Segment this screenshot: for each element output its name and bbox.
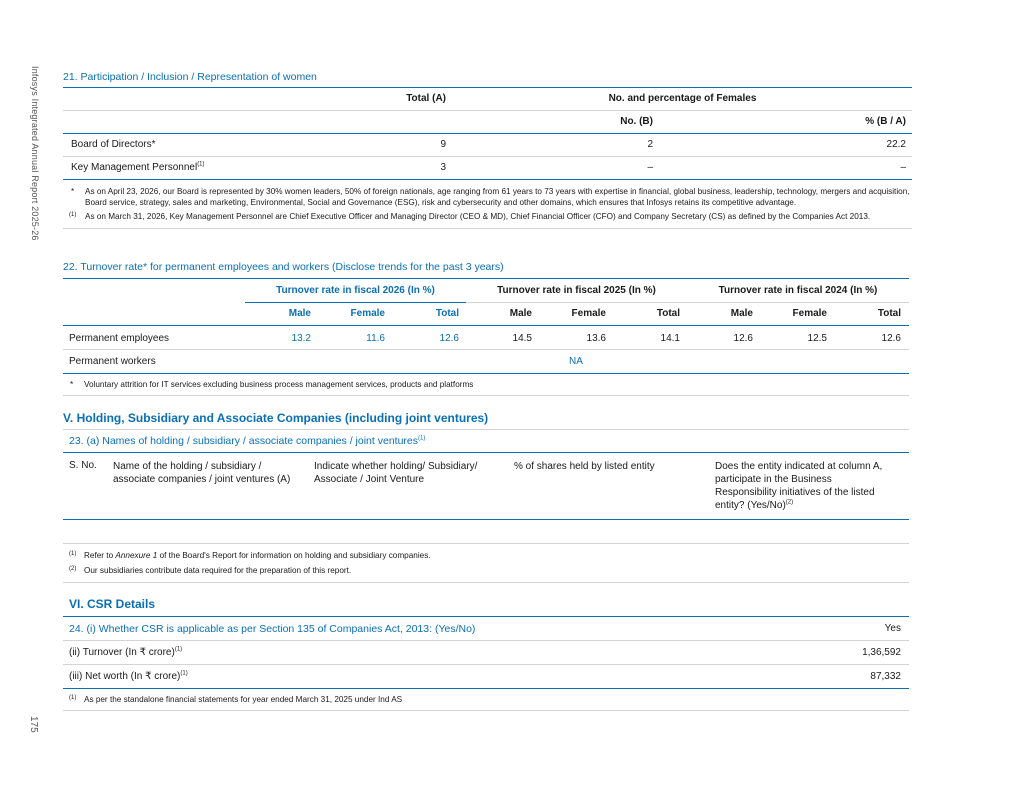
q21-h-pct: % (B / A)	[865, 116, 906, 127]
q22-group: Turnover rate in fiscal 2026 (In %)	[245, 285, 466, 303]
q21-row-total: 3	[440, 162, 446, 173]
q23-note2-mark: (2)	[69, 566, 77, 572]
q22-cell: 14.5	[512, 333, 532, 344]
q22-row-employees	[63, 326, 909, 350]
q22-sub: Total	[877, 308, 901, 319]
turnover-label: (ii) Turnover (In ₹ crore)	[69, 647, 175, 658]
q21-note1-text: As on April 23, 2026, our Board is represented by 30% women leaders, 50% of foreign nationals, age ranging from 61 years to 73 years with expertise in financial, global business, leadership, technology, mergers and acquisition, Board service, strategy, sales and marketing, Environmental, Social and Governance (ESG), risk and cybersecurity and other domains, which ensures that Infosys retains its competitive advantage.	[85, 187, 910, 207]
q22-group-header	[63, 279, 909, 301]
q22-cell: 12.6	[881, 333, 901, 344]
q21-row-label: Board of Directors*	[71, 139, 156, 150]
q21-row-total: 9	[440, 139, 446, 150]
q21-note1-mark: *	[71, 187, 75, 196]
q21-row-no: 2	[647, 139, 653, 150]
networth-row	[63, 665, 909, 689]
q22-sub: Female	[792, 308, 827, 319]
q22-cell: 13.6	[586, 333, 606, 344]
q21-row	[63, 157, 912, 180]
q22-cell: 13.2	[291, 333, 311, 344]
q21-row-pct: 22.2	[886, 139, 906, 150]
q23-h-indicate: Indicate whether holding/ Subsidiary/ Associate / Joint Venture	[314, 461, 478, 485]
q23-note	[63, 565, 909, 576]
q22-cell: 11.6	[366, 333, 385, 344]
turnover-sup: (1)	[174, 646, 183, 653]
q23-h-does	[715, 460, 895, 512]
q23-title-sup: (1)	[418, 435, 426, 442]
q22-sub: Male	[288, 308, 311, 319]
q22-sub: Male	[509, 308, 532, 319]
q23-h-does-sup: (2)	[785, 499, 794, 506]
q23-note1-post: of the Board's Report for information on holding and subsidiary companies.	[157, 551, 431, 560]
q22-title: 22. Turnover rate* for permanent employees and workers (Disclose trends for the past 3 years)	[63, 261, 909, 279]
section-5	[63, 411, 909, 583]
turnover-row	[63, 641, 909, 665]
q23-notes	[63, 544, 909, 583]
q21-row-pct: –	[900, 162, 906, 173]
q22-row2-value: NA	[569, 356, 583, 367]
q22-cell: 12.6	[439, 333, 459, 344]
q23-note1-italic: Annexure 1	[115, 551, 158, 560]
sec6-note-mark: (1)	[69, 695, 77, 701]
q23-note2-text: Our subsidiaries contribute data required for the preparation of this report.	[84, 566, 352, 575]
q22-sub: Total	[435, 308, 459, 319]
networth-label: (iii) Net worth (In ₹ crore)	[69, 671, 181, 682]
q22-sub: Total	[656, 308, 680, 319]
q22-note-text: Voluntary attrition for IT services excluding business process management services, products and platforms	[84, 380, 474, 389]
q21-notes	[63, 180, 912, 229]
q22-row-workers	[63, 350, 909, 374]
q21-row-no: –	[647, 162, 653, 173]
q23-empty-row	[63, 520, 909, 544]
q22-group: Turnover rate in fiscal 2025 (In %)	[466, 285, 687, 303]
q22-sub-header	[63, 301, 909, 326]
section-6	[63, 597, 909, 711]
q21-note	[63, 211, 912, 222]
q21-row-sup: (1)	[197, 161, 205, 168]
networth-sup: (1)	[180, 670, 188, 677]
q23-header	[63, 453, 909, 520]
q22-note	[63, 374, 909, 396]
q21-h-females: No. and percentage of Females	[608, 93, 757, 104]
q21-h-total: Total (A)	[406, 93, 446, 104]
q23-h-shares: % of shares held by listed entity	[514, 461, 655, 472]
q21-title: 21. Participation / Inclusion / Representation of women	[63, 71, 912, 88]
q21-note2-mark: (1)	[69, 212, 77, 218]
q21-h-no: No. (B)	[620, 116, 653, 127]
section-22	[63, 261, 909, 396]
sec5-title: V. Holding, Subsidiary and Associate Companies (including joint ventures)	[63, 411, 909, 430]
sec6-title: VI. CSR Details	[63, 597, 909, 617]
q23-h-name: Name of the holding / subsidiary / associate companies / joint ventures (A)	[113, 461, 291, 485]
q22-row1-label: Permanent employees	[69, 333, 170, 344]
side-report-title: Infosys Integrated Annual Report 2025-26	[30, 66, 40, 241]
turnover-value: 1,36,592	[862, 647, 901, 658]
q23-h-sno: S. No.	[69, 460, 97, 471]
q21-row-label: Key Management Personnel	[71, 162, 198, 173]
q23-title-text: 23. (a) Names of holding / subsidiary / associate companies / joint ventures	[69, 435, 419, 447]
q21-note	[63, 186, 912, 208]
q21-row	[63, 134, 912, 157]
q21-header-row2	[63, 111, 912, 134]
q23-h-does-text: Does the entity indicated at column A, participate in the Business Responsibility initiatives of the listed entity? (Yes/No)	[715, 461, 883, 511]
q23-note1-pre: Refer to	[84, 551, 116, 560]
q23-title	[63, 430, 909, 453]
networth-value: 87,332	[870, 671, 901, 682]
q22-sub: Female	[571, 308, 606, 319]
q23-note1-mark: (1)	[69, 551, 77, 557]
q22-cell: 14.1	[660, 333, 680, 344]
q23-note	[63, 550, 909, 561]
q24-label: 24. (i) Whether CSR is applicable as per Section 135 of Companies Act, 2013: (Yes/No)	[69, 623, 476, 635]
q22-group: Turnover rate in fiscal 2024 (In %)	[687, 285, 909, 303]
section-21	[63, 71, 912, 229]
q22-row2-label: Permanent workers	[69, 356, 156, 367]
q22-sub: Male	[730, 308, 753, 319]
q22-note-mark: *	[70, 380, 74, 389]
q22-cell: 12.6	[733, 333, 753, 344]
page-number: 175	[28, 716, 39, 733]
q22-sub: Female	[350, 308, 385, 319]
q24-row	[63, 617, 909, 641]
q21-header-row1	[63, 88, 912, 111]
q22-cell: 12.5	[807, 333, 827, 344]
sec6-note-text: As per the standalone financial statements for year ended March 31, 2025 under Ind AS	[84, 695, 403, 704]
sec6-note	[63, 689, 909, 711]
q21-note2-text: As on March 31, 2026, Key Management Personnel are Chief Executive Officer and Managing Director (CEO & MD), Chief Financial Officer (CFO) and Company Secretary (CS) as defined by the Companies Act 2013.	[85, 212, 871, 221]
q24-value: Yes	[884, 623, 901, 634]
